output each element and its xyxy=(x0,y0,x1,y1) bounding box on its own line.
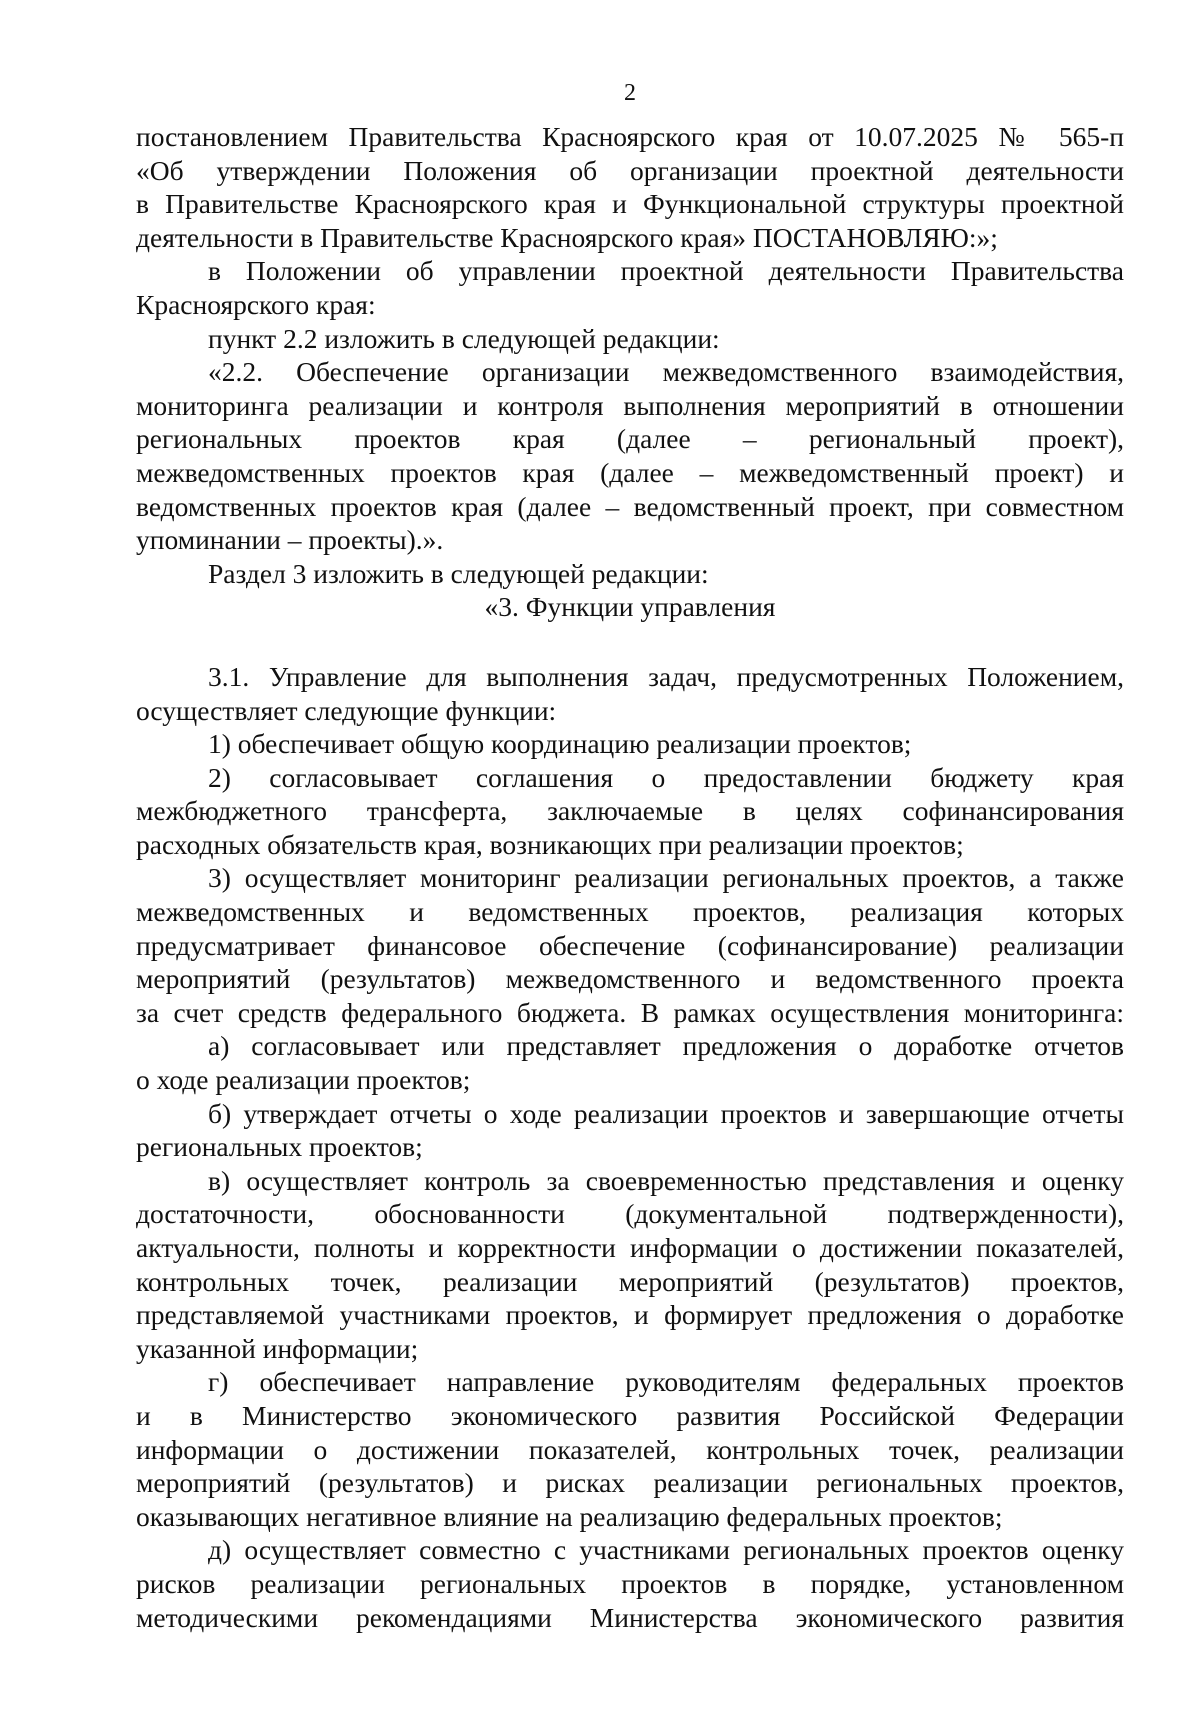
text-line: и в Министерство экономического развития Российской Федерации xyxy=(136,1399,1124,1431)
document-page xyxy=(136,76,1124,1634)
text-line: межбюджетного трансферта, заключаемые в целях софинансирования xyxy=(136,795,1124,827)
text-line: представляемой участниками проектов, и формирует предложения о доработке xyxy=(136,1299,1124,1331)
text-line: д) осуществляет совместно с участниками региональных проектов оценку xyxy=(208,1534,1124,1566)
text-line: региональных проектов; xyxy=(136,1131,423,1163)
text-line: рисков реализации региональных проектов в порядке, установленном xyxy=(136,1567,1124,1599)
text-line: деятельности в Правительстве Красноярского края» ПОСТАНОВЛЯЮ:»; xyxy=(136,221,998,253)
text-line: а) согласовывает или представляет предложения о доработке отчетов xyxy=(208,1030,1124,1062)
text-line: контрольных точек, реализации мероприятий (результатов) проектов, xyxy=(136,1265,1124,1297)
text-line: методическими рекомендациями Министерства экономического развития xyxy=(136,1601,1124,1633)
text-line: «Об утверждении Положения об организации проектной деятельности xyxy=(136,154,1124,186)
text-line: о ходе реализации проектов; xyxy=(136,1064,471,1096)
text-line: пункт 2.2 изложить в следующей редакции: xyxy=(208,322,720,354)
paragraph-gap xyxy=(136,624,1124,660)
text-line: информации о достижении показателей, контрольных точек, реализации xyxy=(136,1433,1124,1465)
text-line: за счет средств федерального бюджета. В рамках осуществления мониторинга: xyxy=(136,996,1124,1028)
text-line: упоминании – проекты).». xyxy=(136,524,444,556)
text-line: Раздел 3 изложить в следующей редакции: xyxy=(208,557,709,589)
page-number: 2 xyxy=(624,80,636,106)
text-line: «2.2. Обеспечение организации межведомственного взаимодействия, xyxy=(208,356,1124,388)
text-line: в) осуществляет контроль за своевременностью представления и оценку xyxy=(208,1164,1124,1196)
text-line: в Правительстве Красноярского края и Функциональной структуры проектной xyxy=(136,188,1124,220)
text-line: г) обеспечивает направление руководителям федеральных проектов xyxy=(208,1366,1124,1398)
text-line: межведомственных проектов края (далее – межведомственный проект) и xyxy=(136,456,1124,488)
text-line: региональных проектов края (далее – региональный проект), xyxy=(136,423,1124,455)
text-line: мероприятий (результатов) и рисках реализации региональных проектов, xyxy=(136,1467,1124,1499)
text-line: мониторинга реализации и контроля выполнения мероприятий в отношении xyxy=(136,389,1124,421)
text-line: «3. Функции управления xyxy=(484,591,776,623)
text-line: осуществляет следующие функции: xyxy=(136,694,557,726)
text-line: достаточности, обоснованности (документальной подтвержденности), xyxy=(136,1198,1124,1230)
text-line: предусматривает финансовое обеспечение (софинансирование) реализации xyxy=(136,929,1124,961)
text-line: указанной информации; xyxy=(136,1332,419,1364)
text-line: оказывающих негативное влияние на реализацию федеральных проектов; xyxy=(136,1500,1003,1532)
text-line: 3) осуществляет мониторинг реализации региональных проектов, а также xyxy=(208,862,1124,894)
text-line: 1) обеспечивает общую координацию реализации проектов; xyxy=(208,728,912,760)
text-line: 3.1. Управление для выполнения задач, предусмотренных Положением, xyxy=(208,660,1124,692)
text-line: актуальности, полноты и корректности информации о достижении показателей, xyxy=(136,1232,1124,1263)
text-line: расходных обязательств края, возникающих при реализации проектов; xyxy=(136,828,964,860)
text-line: межведомственных и ведомственных проектов, реализация которых xyxy=(136,896,1124,928)
text-line: в Положении об управлении проектной деятельности Правительства xyxy=(208,255,1124,287)
text-line: мероприятий (результатов) межведомственного и ведомственного проекта xyxy=(136,963,1124,995)
text-line: б) утверждает отчеты о ходе реализации проектов и завершающие отчеты xyxy=(208,1097,1124,1129)
text-line: 2) согласовывает соглашения о предоставлении бюджету края xyxy=(208,761,1124,793)
text-line: ведомственных проектов края (далее – ведомственный проект, при совместном xyxy=(136,490,1124,522)
text-line: Красноярского края: xyxy=(136,288,376,320)
document-body xyxy=(136,120,1124,1634)
text-line: постановлением Правительства Красноярского края от 10.07.2025 № 565-п xyxy=(136,121,1124,152)
